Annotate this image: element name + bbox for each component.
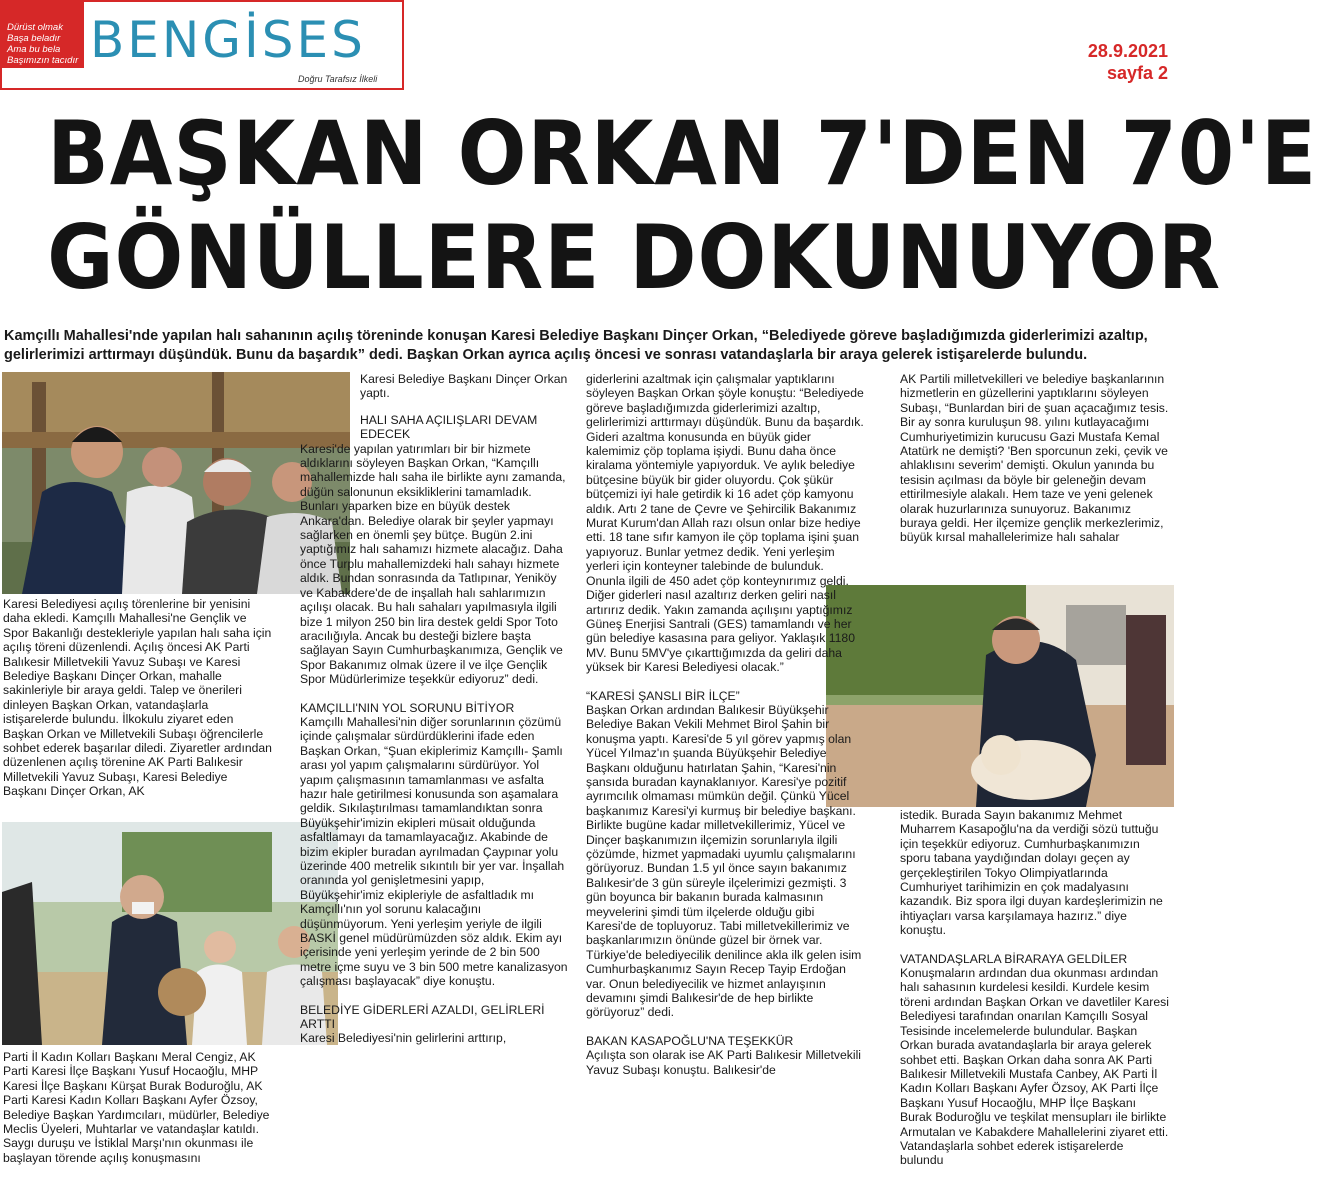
slogan-line: Başa beladır: [7, 33, 61, 44]
paragraph: Başkan Orkan ardından Balıkesir Büyükşehir Belediye Bakan Vekili Mehmet Birol Şahin bir konuşma yaptı. Karesi'de 5 yıl görev yapmış olan Yücel Yılmaz'ın şuanda Büyükşehir Belediye Başkanı olduğunu hatırlatan Şahin, “Karesi'nin şansıda buradan kaynaklanıyor. Karesi'ye pozitif ayrımcılık olmaması mümkün değil. Çünkü Yücel başkanımız Karesi'yi kurmuş bir belediye başkanı. Birlikte bugüne kadar milletvekillerimiz, Yücel ve Dinçer başkanımızın ilçemizin sorunlarıyla ilgili çözümde, hizmet yapmadaki uyumlu çalışmalarını görüyoruz. Bundan 1.5 yıl önce sayın bakanımız Balıkesir'de 3 gün süreyle ilçelerimizi gezmişti. 3 gün boyunca bir bakanın burada kalmasının meyvelerini şimdi tüm ilçelerde olduğu gibi Karesi'de de topluyoruz. Tabi milletvekillerimiz ve başkanlarımızın önünde güzel bir örnek var. Türkiye'de belediyecilik denilince akla ilk gelen isim Cumhurbaşkanımız Sayın Recep Tayip Erdoğan var. Onun belediyecilik ve hizmet anlayışının devamını şimdi Balıkesir'de de hep birlikte görüyoruz” dedi.: [586, 702, 862, 1020]
subheading: VATANDAŞLARLA BİRARAYA GELDİLER: [900, 951, 1128, 966]
paragraph: Konuşmaların ardından dua okunması ardından halı sahasının kurdelesi kesildi. Kurdele kesim töreni ardından Başkan Orkan ve davetliler Karesi Belediyesi tarafından onarılan Kamçıllı Sosyal Tesisinde incelemelerde bulundular. Başkan Orkan burada avatandaşlarla bir araya gelerek sohbet etti. Başkan Orkan daha sonra AK Parti Balıkesir Milletvekili Mustafa Canbey, AK Parti İl Kadın Kolları Başkanı Ayfer Özsoy, AK Parti İlçe Başkanı Yusuf Hocaoğlu, MHP İlçe Başkanı Burak Boduroğlu ve teşkilat mensupları ile birlikte Armutalan ve Kabakdere Mahallelerini ziyaret etti. Vatandaşlarla sohbet ederek istişarelerde bulundu: [900, 966, 1169, 1168]
paragraph: Açılışta son olarak ise AK Parti Balıkesir Milletvekili Yavuz Subaşı konuştu. Balıkesir'de: [586, 1048, 861, 1077]
paragraph: Karesi'de yapılan yatırımları bir bir hizmete aldıklarını söyleyen Başkan Orkan, “Kamçıllı mahallemizde halı saha ile birlikte aynı zamanda, düğün salonunun eksikliklerini tamamladık. Bunları yaparken bize en büyük destek Ankara'dan. Belediye olarak bir şeyler yapmayı sağlarken en önemli şey bütçe. Bugün 2.ini yaptığımız halı sahamızı hizmete alacağız. Daha önce Turplu mahallemizdeki halı sahayı hizmete aldık. Bundan sonrasında da Tatlıpınar, Yeniköy ve Kabakdere'de de inşallah halı sahlarımızın açılışı olacak. Bu halı sahaları yapılmasıyla ilgili bize 1 milyon 250 bin lira destek geldi Spor Toto aracılığıyla. Ancak bu desteği bizlere başta sağlayan Sayın Cumhurbaşkanımıza, Gençlik ve Spor Bakanımız olmak üzere il ve ilçe Gençlik Spor Müdürlerimize teşekkür ediyoruz” dedi.: [300, 441, 566, 687]
slogan-line: Ama bu bela: [7, 44, 61, 55]
subheading: KAMÇILLI'NIN YOL SORUNU BİTİYOR: [300, 700, 515, 715]
paragraph: Kamçıllı Mahallesi'nin diğer sorunlarının çözümü içinde çalışmalar sürdürdüklerini ifade eden Başkan Orkan, “Şuan ekiplerimiz Kamçıllı- Şamlı arası yol yapım çalışmalarını sürdürüyor. Yol yapım çalışmasının tamamlanması ve asfalta hazır hale getirilmesi konusunda son aşamalara geldik. Sıkılaştırılması tamamlandıktan sonra Büyükşehir'imizin ekipleri müsait olduğunda asfaltlamayı da tamamlayacağız. Akabinde de bizim ekipler buradan ayrılmadan Çaypınar yolu üzerinde 400 metrelik sıkıntılı bir yer var. İnşallah oranında yol genişletmesini yapıp, Büyükşehir'imiz ekipleriyle de asfaltladık mı Kamçıllı'nın yol sorunu kalacağını düşünmüyorum. Yeni yerleşim yeriyle de ilgili BASKİ genel müdürümüzden söz aldık. Ekim ayı içerisinde yeni yerleşim yerinde de 2 bin 500 metre içme suyu ve 3 bin 500 metre kanalizasyon çalışması başlayacak” diye konuştu.: [300, 714, 568, 989]
masthead: [0, 0, 404, 90]
slogan-box: [2, 2, 84, 68]
headline: [47, 102, 1317, 310]
photo-children-ceremony-image: [2, 822, 338, 1045]
slogan-line: Dürüst olmak: [7, 22, 63, 33]
article-column-1a: [3, 597, 273, 821]
subheading: BELEDİYE GİDERLERİ AZALDI, GELİRLERİ ARTTI: [300, 1002, 545, 1032]
article-column-4b: [900, 808, 1170, 1195]
photo-mayor-with-dog: [826, 585, 1174, 807]
page-number: sayfa 2: [1106, 63, 1168, 83]
article-column-1b: [3, 1050, 279, 1195]
logo: BENGİSES: [90, 11, 366, 69]
lead-paragraph: Kamçıllı Mahallesi'nde yapılan halı sahanının açılış töreninde konuşan Karesi Belediye Başkanı Dinçer Orkan, “Belediyede göreve başladığımızda giderlerimizi azaltıp, gelirlerimizi arttırmayı düşündük. Bunu da başardık” dedi. Başkan Orkan ayrıca açılış öncesi ve sonrası vatandaşlarla bir araya gelerek istişarelerde bulundu.: [4, 328, 1148, 363]
edition-info: [1088, 40, 1168, 84]
paragraph: Karesi Belediyesi açılış törenlerine bir yenisini daha ekledi. Kamçıllı Mahallesi'ne Gençlik ve Spor Bakanlığı destekleriyle yapılan halı saha için açılış töreni düzenlendi. Açılış öncesi AK Parti Balıkesir Milletvekili Yavuz Subaşı ve Karesi Belediye Başkanı Dinçer Orkan, mahalle sakinleriyle bir araya geldi. Talep ve önerileri dinleyen Başkan Orkan, vatandaşlarla istişarelerde bulundu. İlkokulu ziyaret eden Başkan Orkan ve Milletvekili Subaşı öğrencilerle sohbet ederek başarılar diledi. Ziyaretler ardından düzenlenen açılış törenine AK Parti Balıkesir Milletvekili Yavuz Subaşı, Karesi Belediye Başkanı Dinçer Orkan, AK: [3, 597, 272, 799]
paragraph: Karesi Belediyesi'nin gelirlerini arttırıp,: [300, 1031, 507, 1046]
article-column-4a: [900, 372, 1170, 582]
photo-mayor-with-dog-image: [826, 585, 1174, 807]
headline-line-1: BAŞKAN ORKAN 7'DEN 70'E: [47, 102, 1317, 205]
issue-date: 28.9.2021: [1087, 41, 1168, 61]
article-column-3: [586, 372, 866, 1195]
paragraph: istedik. Burada Sayın bakanımız Mehmet Muharrem Kasapoğlu'na da verdiği sözü tuttuğu için teşekkür ediyoruz. Cumhurbaşkanımızın sporu tabana yaydığından dolayı geçen ay gerçekleştirilen Tokyo Olimpiyatlarında Cumhuriyet tarihimizin en çok madalyasını kazandık. Biz spora ilgi duyan kardeşlerimizin ne ihtiyaçları varsa karşılamaya hazırız.” diye konuştu.: [900, 808, 1163, 938]
subheading: “KARESİ ŞANSLI BİR İLÇE”: [586, 688, 740, 703]
paragraph: Karesi Belediye Başkanı Dinçer Orkan yaptı.: [360, 372, 568, 401]
paragraph: AK Partili milletvekilleri ve belediye başkanlarının hizmetlerin en güzellerini yaptıklarını söyleyen Subaşı, “Bunlardan biri de şuan açacağımız tesis. Bir ay sonra kuruluşun 98. yılını kutlayacağımı Cumhuriyetimizin kurucusu Gazi Mustafa Kemal Atatürk ne demişti? 'Ben sporcunun zeki, çevik ve ahlaklısını severim' demişti. Okulun yanında bu tesisin açılması da böyle bir geleneğin devam ettirilmesiyle alakalı. Hem taze ve yeni gelenek olarak huzurlarınıza sunuyoruz. Bakanımız buraya geldi. Her ilçemize gençlik merkezlerimiz, büyük kırsal mahallelerimize halı sahalar: [900, 372, 1169, 545]
slogan-line: Başımızın tacıdır: [7, 55, 79, 66]
subheading: BAKAN KASAPOĞLU'NA TEŞEKKÜR: [586, 1033, 794, 1048]
paragraph: giderlerini azaltmak için çalışmalar yaptıklarını söyleyen Başkan Orkan şöyle konuştu: “Belediyede göreve başladığımızda giderlerimizi azaltıp, gelirlerimizi arttırmayı düşündük. Bunu da başardık. Gideri azaltma konusunda en büyük gider kalemimiz çöp toplama işiydi. Bunu daha önce kiralama yöntemiyle yapıyorduk. Ve aylık belediye bütçesine büyük bir gider oluyordu. Çok şükür bütçemizi iyi hale getirdik ki 16 adet çöp kamyonu aldık. Artı 2 tane de Çevre ve Şehircilik Bakanımız Murat Kurum'dan Allah razı olsun onlar bize hediye etti. 18 tane sıfır kamyon ile çöp toplama işini şuan yapıyoruz. Bunlar yetmez dedik. Yeni yerleşim yerleri için konteyner talebinde de bulunduk. Onunla ilgili de 450 adet çöp konteynırımız geldi. Diğer giderleri nasıl azaltırız derken geliri nasıl artırırız dedik. Yakın zamanda açılışını yaptığımız Güneş Enerjisi Santrali (GES) tamamlandı ve her gün belediye kasasına para geliyor. Yaklaşık 1180 MV. Bunu 5MV'ye çıkarttığımızda da geliri daha yüksek bir Karesi Belediyesi olacak.”: [586, 372, 864, 675]
paragraph: Parti İl Kadın Kolları Başkanı Meral Cengiz, AK Parti Karesi İlçe Başkanı Yusuf Hocaoğlu, MHP Karesi İlçe Başkanı Kürşat Burak Boduroğlu, AK Parti Karesi Kadın Kolları Başkanı Ayfer Özsoy, Belediye Başkan Yardımcıları, müdürler, Belediye Meclis Üyeleri, Muhtarlar ve vatandaşlar katıldı. Saygı duruşu ve İstiklal Marşı'nın okunması ile başlayan törende açılış konuşmasını: [3, 1050, 270, 1165]
logo-tagline: Doğru Tarafsız İlkeli: [298, 74, 378, 84]
photo-children-ceremony: [2, 822, 338, 1045]
subheading: HALI SAHA AÇILIŞLARI DEVAM EDECEK: [360, 412, 538, 442]
headline-line-2: GÖNÜLLERE DOKUNUYOR: [47, 206, 1222, 309]
article-column-2: [300, 372, 570, 1195]
photo-mayor-greeting: [2, 372, 350, 594]
photo-mayor-greeting-image: [2, 372, 350, 594]
